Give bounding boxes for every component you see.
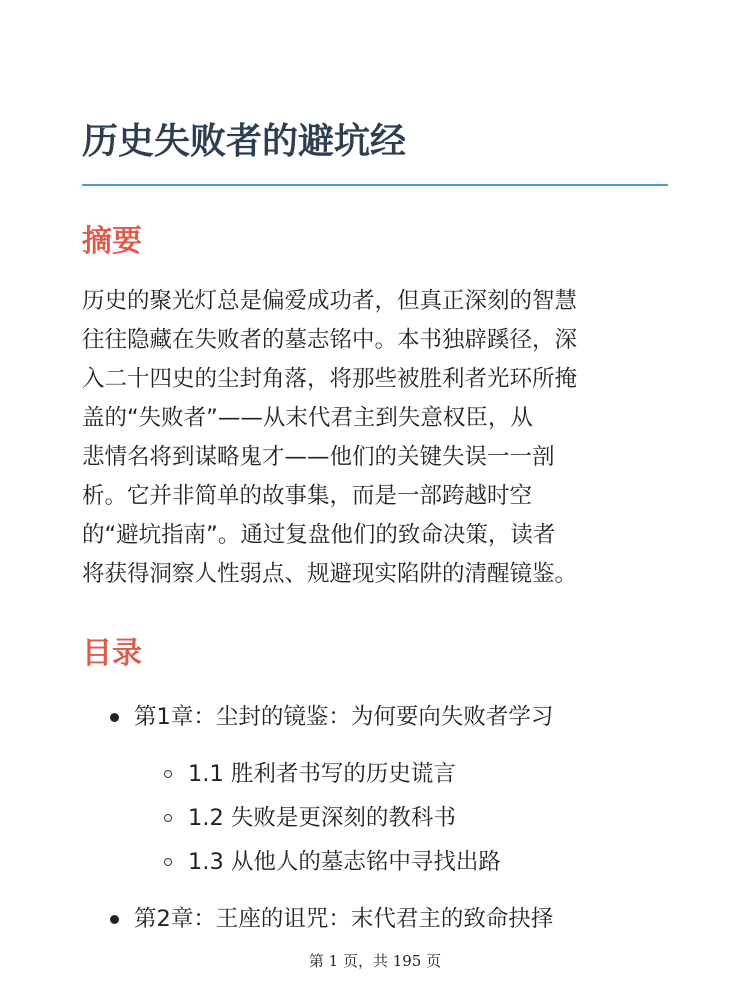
toc-heading: 目录 [82, 636, 142, 671]
abstract-line-5: 悲情名将到谋略鬼才——他们的关键失误一一剖 [82, 444, 555, 470]
abstract-heading: 摘要 [82, 224, 142, 259]
toc-section-1-1[interactable]: 1.1 胜利者书写的历史谎言 [188, 761, 456, 787]
document-title: 历史失败者的避坑经 [82, 121, 407, 162]
bullet-dot-icon [110, 915, 119, 924]
abstract-line-4: 盖的“失败者”——从末代君主到失意权臣，从 [82, 405, 533, 431]
toc-section-1-2[interactable]: 1.2 失败是更深刻的教科书 [188, 805, 456, 831]
toc-chapter-1[interactable]: 第1章：尘封的镜鉴：为何要向失败者学习 [134, 704, 554, 730]
bullet-circle-icon [164, 814, 172, 822]
bullet-circle-icon [164, 858, 172, 866]
abstract-line-2: 往往隐藏在失败者的墓志铭中。本书独辟蹊径，深 [82, 327, 578, 353]
abstract-line-1: 历史的聚光灯总是偏爱成功者，但真正深刻的智慧 [82, 288, 578, 314]
title-divider [82, 184, 668, 186]
abstract-line-8: 将获得洞察人性弱点、规避现实陷阱的清醒镜鉴。 [82, 561, 578, 587]
abstract-line-3: 入二十四史的尘封角落，将那些被胜利者光环所掩 [82, 366, 578, 392]
abstract-line-7: 的“避坑指南”。通过复盘他们的致命决策，读者 [82, 522, 556, 548]
toc-chapter-2[interactable]: 第2章：王座的诅咒：末代君主的致命抉择 [134, 906, 554, 932]
bullet-circle-icon [164, 770, 172, 778]
toc-section-1-3[interactable]: 1.3 从他人的墓志铭中寻找出路 [188, 849, 501, 875]
page-footer: 第 1 页，共 195 页 [308, 952, 442, 970]
abstract-line-6: 析。它并非简单的故事集，而是一部跨越时空 [82, 483, 533, 509]
bullet-dot-icon [110, 713, 119, 722]
